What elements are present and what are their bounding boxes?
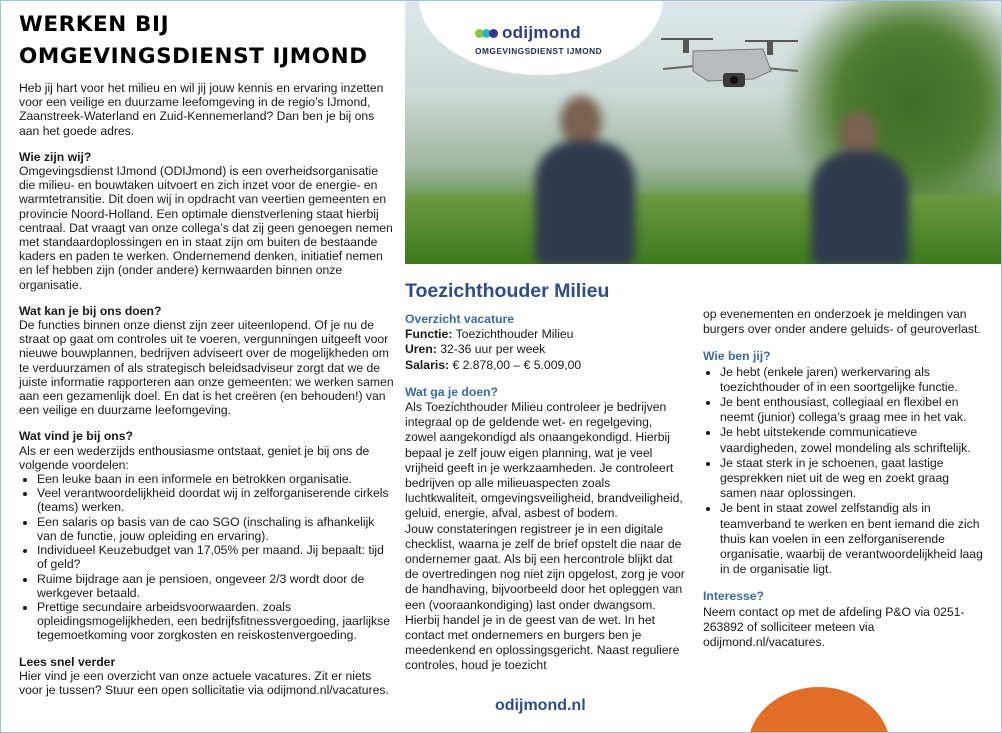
list-item: • Een leuke baan in een informele en betrokken organisatie. [37, 472, 394, 486]
page-title [19, 9, 394, 73]
logo-tagline: OMGEVINGSDIENST IJMOND [475, 46, 603, 56]
intro-text: Heb jij hart voor het milieu en wil jij jouw kennis en ervaring inzetten voor een veilige en duurzame leefomgeving in de regio’s IJmond, Zaanstreek-Waterland en Zuid-Kennemerland? Dan ben je bij ons aan het goede adres. [19, 81, 384, 138]
interest-heading: Interesse? [703, 589, 764, 604]
list-item: • Je bent in staat zowel zelfstandig als in teamverband te werken en bent iemand die zich thuis kan voelen in een zelforganiserende organisatie, waarbij de verantwoordelijkheid laag in de organisatie ligt. [720, 501, 985, 577]
who-are-we-heading: Wie zijn wij? [19, 149, 92, 164]
list-item: • Je staat sterk in je schoenen, gaat lastige gesprekken niet uit de weg en zoekt graag samen naar oplossingen. [720, 456, 985, 502]
requirements-list [703, 365, 985, 578]
website-link[interactable]: odijmond.nl [495, 697, 586, 714]
orange-decoration [748, 687, 890, 733]
person-right [805, 111, 915, 264]
interest-text: Neem contact op met de afdeling P&O via 0251-263892 of solliciteer meteen via odijmond.nl/vacatures. [703, 604, 965, 650]
tasks-paragraph-1: Als Toezichthouder Milieu controleer je bedrijven integraal op de geldende wet- en regelgeving, zowel aangekondigd als onaangekondigd. Hierbij bepaal je zelf jouw eigen planning, wat je veel vrijheid geeft in je werkzaamheden. Je controleert bedrijven op alle milieuaspecten zoals luchtkwaliteit, omgevingsveiligheid, brandveiligheid, geluid, energie, afval, asbest of bodem. [405, 400, 683, 521]
read-more-text: Hier vind je een overzicht van onze actuele vacatures. Zit er niets voor je tussen? Stuur een open sollicitatie via odijmond.nl/vacatures. [19, 668, 389, 697]
benefits-intro: Als er een wederzijds enthousiasme ontstaat, geniet je bij ons de volgende voordelen: [19, 443, 370, 472]
tasks-heading: Wat ga je doen? [405, 384, 498, 399]
what-can-you-do-text: De functies binnen onze dienst zijn zeer uiteenlopend. Of je nu de straat op gaat om controles uit te voeren, vergunningen uitgeeft voor nieuwe bouwplannen, bedrijven adviseert over de mogelijkheden om te verduurzamen of als strategisch beleidsadviseur zorgt dat we de juiste informatie rapporteren aan onze gemeenten: we werken samen aan een gezamenlijk doel. En dat is het creëren (en behouden!) van een veilige en duurzame leefomgeving. [19, 318, 394, 418]
page-title-line-2: OMGEVINGSDIENST IJMOND [19, 44, 368, 69]
list-item: • Ruime bijdrage aan je pensioen, ongeveer 2/3 wordt door de werkgever betaald. [37, 572, 394, 600]
list-item: • Je hebt (enkele jaren) werkervaring als toezichthouder of in een soortgelijke functie. [720, 365, 985, 395]
overview-heading: Overzicht vacature [405, 312, 515, 326]
read-more-heading: Lees snel verder [19, 654, 116, 669]
list-item: • Je bent enthousiast, collegiaal en flexibel en neemt (junior) collega’s graag mee in het vak. [720, 395, 985, 425]
function-row: Functie: Toezichthouder Milieu [405, 327, 574, 342]
company-logo [475, 23, 615, 63]
list-item: • Een salaris op basis van de cao SGO (inschaling is afhankelijk van de functie, jouw opleiding en ervaring). [37, 515, 394, 543]
left-column [19, 9, 394, 709]
right-column [703, 307, 985, 650]
benefits-heading: Wat vind je bij ons? [19, 429, 133, 444]
list-item: • Veel verantwoordelijkheid doordat wij in zelforganiserende cirkels (teams) werken. [37, 486, 394, 514]
who-are-we-text: Omgevingsdienst IJmond (ODIJmond) is een overheidsorganisatie die milieu- en bouwtaken uitvoert en zich inzet voor de energie- en warmtetransitie. Dit doen wij in opdracht van veertien gemeenten en provincie Noord-Holland. Een optimale dienstverlening staat hierbij centraal. Dat vraagt van onze collega’s dat zij geen genoegen nemen met standaardoplossingen en in staat zijn om buiten de bestaande kaders en paden te werken. Ondernemend denken, initiatief nemen en lef hebben zijn (onder andere) kernwaarden binnen onze organisatie. [19, 164, 393, 292]
middle-column [405, 312, 685, 674]
what-can-you-do-heading: Wat kan je bij ons doen? [19, 303, 162, 318]
logo-dots-icon [475, 29, 496, 38]
drone-icon [653, 29, 803, 99]
tasks-paragraph-continued: op evenementen en onderzoek je meldingen van burgers over onder andere geluids- of geuroverlast. [703, 307, 981, 337]
logo-wordmark: odijmond [502, 23, 581, 42]
hours-row: Uren: 32-36 uur per week [405, 342, 546, 357]
list-item: • Individueel Keuzebudget van 17,05% per maand. Jij bepaalt: tijd of geld? [37, 543, 394, 571]
vacancy-title: Toezichthouder Milieu [405, 280, 610, 302]
tasks-paragraph-2: Jouw constateringen registreer je in een digitale checklist, waarna je zelf de brief opstelt die naar de ondernemer gaat. Als bij een hercontrole blijkt dat de overtredingen nog niet zijn opgelost, zorg je voor de handhaving, bijvoorbeeld door het opleggen van een (vooraankondiging) last onder dwangsom. Hierbij handel je in de geest van de wet. In het contact met ondernemers en burgers ben je meedenkend en oplossingsgericht. Naast reguliere controles, houd je toezicht [405, 521, 685, 673]
list-item: • Prettige secundaire arbeidsvoorwaarden. zoals opleidingsmogelijkheden, een bedrijfsfitnessvergoeding, jaarlijkse tegemoetkoming voor zorgkosten en reiskostenvergoeding. [37, 600, 394, 643]
who-are-you-heading: Wie ben jij? [703, 349, 771, 364]
list-item: • Je hebt uitstekende communicatieve vaardigheden, zowel mondeling als schriftelijk. [720, 425, 985, 455]
person-left [530, 96, 640, 264]
benefits-list [19, 472, 394, 642]
page-title-line-1: WERKEN BIJ [19, 12, 170, 37]
salary-row: Salaris: € 2.878,00 – € 5.009,00 [405, 357, 582, 372]
